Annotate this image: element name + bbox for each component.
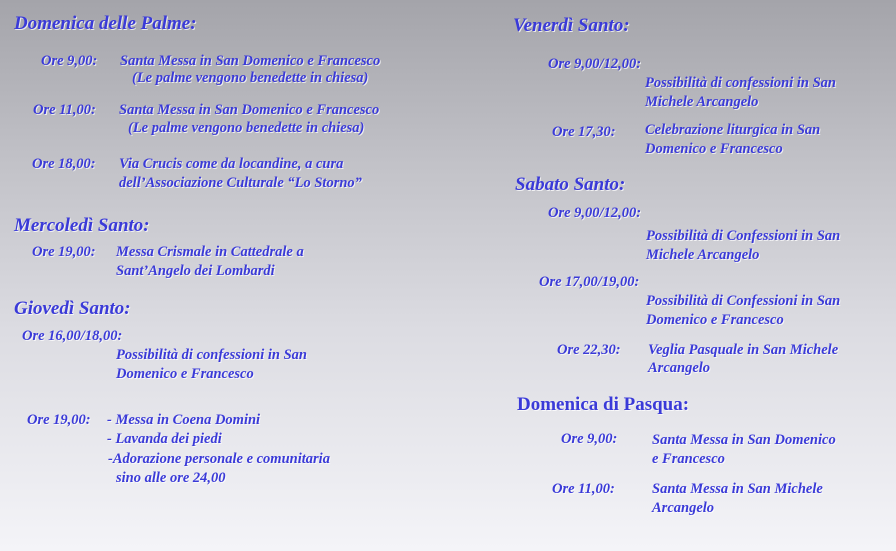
event-venerdi-2-line1: Celebrazione liturgica in San [645,122,821,138]
heading-mercoledi-santo: Mercoledì Santo: [14,215,150,236]
event-sabato-1-line1: Possibilità di Confessioni in San [646,228,841,244]
event-venerdi-1-line2: Michele Arcangelo [645,94,759,110]
heading-giovedi-santo: Giovedì Santo: [14,298,131,319]
time-venerdi-1: Ore 9,00/12,00: [548,56,642,72]
event-venerdi-1-line1: Possibilità di confessioni in San [645,75,836,91]
event-sabato-3-line2: Arcangelo [648,360,711,376]
time-sabato-2: Ore 17,00/19,00: [539,274,640,290]
event-sabato-2-line1: Possibilità di Confessioni in San [646,293,841,309]
time-pasqua-2: Ore 11,00: [552,481,615,497]
event-pasqua-2-line2: Arcangelo [652,500,715,516]
event-giovedi-1-line1: Possibilità di confessioni in San [116,347,307,363]
event-palme-1-line1: Santa Messa in San Domenico e Francesco [120,53,381,69]
event-giovedi-2-line4: sino alle ore 24,00 [116,470,226,486]
time-sabato-1: Ore 9,00/12,00: [548,205,642,221]
event-giovedi-2-line2: - Lavanda dei piedi [107,431,222,447]
event-sabato-1-line2: Michele Arcangelo [646,247,760,263]
event-pasqua-2-line1: Santa Messa in San Michele [652,481,823,497]
event-palme-2-line2: (Le palme vengono benedette in chiesa) [128,120,365,136]
time-pasqua-1: Ore 9,00: [561,431,618,447]
time-palme-3: Ore 18,00: [32,156,96,172]
heading-domenica-pasqua: Domenica di Pasqua: [517,394,690,415]
event-palme-1-line2: (Le palme vengono benedette in chiesa) [132,70,369,86]
event-pasqua-1-line2: e Francesco [652,451,725,467]
time-mercoledi-1: Ore 19,00: [32,244,96,260]
event-mercoledi-1-line2: Sant’Angelo dei Lombardi [116,263,275,279]
event-mercoledi-1-line1: Messa Crismale in Cattedrale a [116,244,304,260]
event-giovedi-2-line3: -Adorazione personale e comunitaria [108,451,330,467]
event-giovedi-2-line1: - Messa in Coena Domini [107,412,261,428]
time-giovedi-2: Ore 19,00: [27,412,91,428]
event-giovedi-1-line2: Domenico e Francesco [116,366,254,382]
heading-venerdi-santo: Venerdì Santo: [513,15,630,36]
heading-sabato-santo: Sabato Santo: [515,174,626,195]
event-palme-3-line1: Via Crucis come da locandine, a cura [119,156,344,172]
time-palme-2: Ore 11,00: [33,102,96,118]
event-pasqua-1-line1: Santa Messa in San Domenico [652,432,836,448]
event-palme-3-line2: dell’Associazione Culturale “Lo Storno” [119,175,362,191]
event-palme-2-line1: Santa Messa in San Domenico e Francesco [119,102,380,118]
event-sabato-2-line2: Domenico e Francesco [646,312,784,328]
event-venerdi-2-line2: Domenico e Francesco [645,141,783,157]
time-giovedi-1: Ore 16,00/18,00: [22,328,123,344]
time-venerdi-2: Ore 17,30: [552,124,616,140]
event-sabato-3-line1: Veglia Pasquale in San Michele [648,342,839,358]
time-palme-1: Ore 9,00: [41,53,98,69]
heading-domenica-palme: Domenica delle Palme: [14,13,197,34]
time-sabato-3: Ore 22,30: [557,342,621,358]
